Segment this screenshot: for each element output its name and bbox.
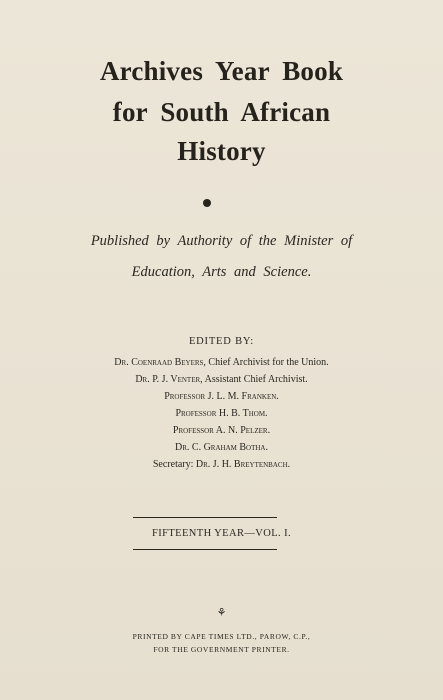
- editor-entry-secretary: [0, 460, 443, 470]
- editor-name: Professor J. L. M. Franken.: [164, 391, 279, 402]
- editor-name: Dr. J. H. Breytenbach.: [195, 459, 291, 470]
- divider-top: [133, 517, 277, 518]
- divider-bottom: [133, 549, 277, 550]
- publication-line-1: Published by Authority of the Minister of: [90, 233, 353, 249]
- editor-entry: [0, 375, 443, 385]
- title-line-1: Archives Year Book: [99, 56, 344, 86]
- editor-name: Professor A. N. Pelzer.: [172, 425, 271, 436]
- editor-role: , Chief Archivist for the Union.: [203, 357, 329, 368]
- editor-entry: [0, 358, 443, 368]
- publication-line-2: Education, Arts and Science.: [131, 264, 312, 280]
- printer-mark-icon: ⚘: [216, 607, 227, 619]
- editor-name: Professor H. B. Thom.: [175, 408, 268, 419]
- volume-label: FIFTEENTH YEAR—VOL. I.: [151, 528, 292, 539]
- bullet-ornament: [203, 199, 211, 207]
- edited-by-heading: EDITED BY:: [188, 336, 255, 347]
- editor-entry: [0, 443, 443, 453]
- title-line-3: History: [177, 136, 266, 166]
- editor-role: , Assistant Chief Archivist.: [200, 374, 308, 385]
- printer-line-2: FOR THE GOVERNMENT PRINTER.: [153, 645, 290, 654]
- printer-line-1: PRINTED BY CAPE TIMES LTD., PAROW, C.P.,: [132, 632, 311, 641]
- editor-entry: [0, 409, 443, 419]
- editor-name: Dr. P. J. Venter: [135, 374, 201, 385]
- secretary-label: Secretary:: [152, 459, 196, 470]
- editor-entry: [0, 392, 443, 402]
- editor-name: Dr. Coenraad Beyers: [114, 357, 204, 368]
- title-line-2: for South African: [112, 97, 331, 127]
- editor-entry: [0, 426, 443, 436]
- editor-name: Dr. C. Graham Botha.: [175, 442, 268, 453]
